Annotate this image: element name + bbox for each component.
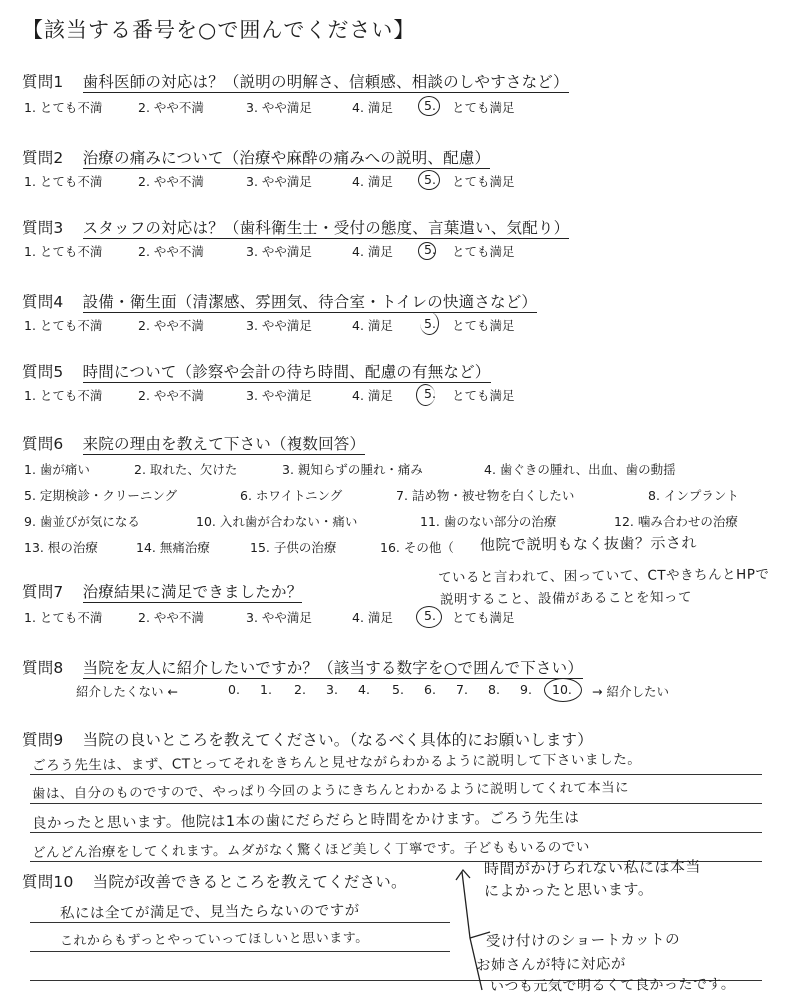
q8-number[interactable]: 3. [326,682,338,697]
q2-option-2[interactable]: 2. やや不満 [138,174,204,189]
q7-question: 治療結果に満足できましたか？ [82,583,303,601]
q2-label: 質問2 [22,149,64,167]
q6-option[interactable]: 8. インプラント [648,488,739,503]
q4-option-5-label: とても満足 [452,318,515,333]
q9-label: 質問9 [22,731,64,749]
q8-number[interactable]: 6. [424,682,436,697]
q7-heading [22,580,302,602]
q6-option[interactable]: 10. 入れ歯が合わない・痛い [196,514,358,529]
q5-option-5[interactable]: 5. [424,386,436,401]
q3-option-2[interactable]: 2. やや不満 [138,244,204,259]
q4-heading [22,290,537,312]
q6-option[interactable]: 2. 取れた、欠けた [134,462,238,477]
survey-title: 【該当する番号を○で囲んでください】 [22,18,416,42]
q4-option-5[interactable]: 5. [424,316,436,331]
q6-option[interactable]: 11. 歯のない部分の治療 [420,514,557,529]
q4-option-3[interactable]: 3. やや満足 [246,318,312,333]
q2-option-3[interactable]: 3. やや満足 [246,174,312,189]
q5-option-4[interactable]: 4. 満足 [352,388,393,403]
q7-option-5[interactable]: 5. [424,608,436,623]
q6-label: 質問6 [22,435,64,453]
q5-label: 質問5 [22,363,64,381]
q6-other-handwritten: ていると言われて、困っていて、CTやきちんとHPで [437,566,770,586]
q10-handwritten-answer: 私には全てが満足で、見当たらないのですが [59,902,360,922]
q8-left-label: 紹介したくない ← [76,684,178,699]
q8-number[interactable]: 4. [358,682,370,697]
q8-right-label: → 紹介したい [592,684,669,699]
q3-question: スタッフの対応は？（歯科衛生士・受付の態度、言葉遣い、気配り） [82,219,570,237]
q3-option-1[interactable]: 1. とても不満 [24,244,103,259]
q7-option-5-label: とても満足 [452,610,515,625]
q3-option-5[interactable]: 5. [424,242,436,257]
q6-other-handwritten: 説明すること、設備があることを知って [439,589,693,608]
q7-option-1[interactable]: 1. とても不満 [24,610,103,625]
q8-selected-circle [544,678,582,702]
q6-option[interactable]: 3. 親知らずの腫れ・痛み [282,462,423,477]
q5-option-5-label: とても満足 [452,388,515,403]
q3-label: 質問3 [22,219,64,237]
q2-question: 治療の痛みについて（治療や麻酔の痛みへの説明、配慮） [82,149,491,167]
q5-option-1[interactable]: 1. とても不満 [24,388,103,403]
q6-option[interactable]: 16. その他（ [380,540,454,555]
answer-line [30,951,450,952]
q5-selected-circle [416,384,435,406]
q4-option-2[interactable]: 2. やや不満 [138,318,204,333]
q7-selected-circle [416,606,442,628]
q9-handwritten-answer: 良かったと思います。他院は1本の歯にだらだらと時間をかけます。ごろう先生は [31,810,580,832]
q6-option[interactable]: 13. 根の治療 [24,540,98,555]
q7-option-4[interactable]: 4. 満足 [352,610,393,625]
q10-handwritten-note: いつも元気で明るくて良かったです。 [489,976,736,995]
q1-option-3[interactable]: 3. やや満足 [246,100,312,115]
q3-heading [22,216,569,238]
q6-other-handwritten: 他院で説明もなく抜歯？示され [479,533,698,554]
q9-handwritten-answer: どんどん治療をしてくれます。ムダがなく驚くほど美しく丁寧です。子どももいるのでい [31,839,590,861]
q6-option[interactable]: 14. 無痛治療 [136,540,210,555]
q6-question: 来院の理由を教えて下さい（複数回答） [82,435,366,453]
q2-option-5[interactable]: 5. [424,172,436,187]
q6-option[interactable]: 9. 歯並びが気になる [24,514,140,529]
q8-label: 質問8 [22,659,64,677]
q5-heading [22,360,491,382]
q9-handwritten-answer: 歯は、自分のものですので、やっぱり今回のようにきちんとわかるように説明してくれて本当に [31,780,630,802]
q9-handwritten-answer: ごろう先生は、まず、CTとってそれをきちんと見せながらわかるように説明して下さいました。 [31,751,642,774]
q3-option-4[interactable]: 4. 満足 [352,244,393,259]
q1-option-2[interactable]: 2. やや不満 [138,100,204,115]
q2-heading [22,146,490,168]
q7-option-3[interactable]: 3. やや満足 [246,610,312,625]
q1-question: 歯科医師の対応は？（説明の明解さ、信頼感、相談のしやすさなど） [82,73,569,91]
q4-question: 設備・衛生面（清潔感、雰囲気、待合室・トイレの快適さなど） [82,293,538,311]
q10-label: 質問10 [22,873,74,891]
q8-number[interactable]: 0. [228,682,240,697]
q1-option-5[interactable]: 5. [424,98,436,113]
q3-option-5-label: とても満足 [452,244,515,259]
answer-line [30,832,762,833]
q5-question: 時間について（診察や会計の待ち時間、配慮の有無など） [82,363,491,381]
q6-option[interactable]: 1. 歯が痛い [24,462,90,477]
q6-option[interactable]: 5. 定期検診・クリーニング [24,488,178,503]
q6-option[interactable]: 15. 子供の治療 [250,540,337,555]
q1-heading [22,70,569,92]
q2-option-1[interactable]: 1. とても不満 [24,174,103,189]
q6-heading [22,432,365,454]
q1-selected-circle [418,96,440,116]
q5-option-3[interactable]: 3. やや満足 [246,388,312,403]
q8-number[interactable]: 9. [520,682,532,697]
q1-option-1[interactable]: 1. とても不満 [24,100,103,115]
q2-option-5-label: とても満足 [452,174,515,189]
q9-continued-handwritten: によかったと思います。 [483,880,654,900]
answer-line [30,774,762,775]
q8-number[interactable]: 7. [456,682,468,697]
q8-number[interactable]: 2. [294,682,306,697]
answer-line [30,803,762,804]
q2-option-4[interactable]: 4. 満足 [352,174,393,189]
q6-option[interactable]: 7. 詰め物・被せ物を白くしたい [396,488,575,503]
q9-continued-handwritten: 時間がかけられない私には本当 [483,857,702,878]
q10-handwritten-note: お姉さんが特に対応が [475,956,627,974]
q4-option-4[interactable]: 4. 満足 [352,318,393,333]
q9-question: 当院の良いところを教えてください。（なるべく具体的にお願いします） [82,731,593,749]
q4-selected-circle [420,312,439,335]
q10-question: 当院が改善できるところを教えてください。 [92,873,407,891]
q8-number[interactable]: 1. [260,682,272,697]
q8-number[interactable]: 10. [552,682,572,697]
q7-option-2[interactable]: 2. やや不満 [138,610,204,625]
q5-option-2[interactable]: 2. やや不満 [138,388,204,403]
q3-selected-circle [418,242,436,260]
q3-option-3[interactable]: 3. やや満足 [246,244,312,259]
q8-heading [22,656,583,678]
q7-label: 質問7 [22,583,64,601]
q10-handwritten-answer: これからもずっとやっていってほしいと思います。 [59,930,369,949]
q1-label: 質問1 [22,73,64,91]
q4-label: 質問4 [22,293,64,311]
q6-option[interactable]: 6. ホワイトニング [240,488,343,503]
q9-heading [22,728,593,750]
q2-selected-circle [418,170,440,190]
q1-option-4[interactable]: 4. 満足 [352,100,393,115]
q8-question: 当院を友人に紹介したいですか？（該当する数字を○で囲んで下さい） [82,659,584,677]
q6-option[interactable]: 12. 噛み合わせの治療 [614,514,738,529]
q1-option-5-label: とても満足 [452,100,515,115]
q8-number[interactable]: 8. [488,682,500,697]
q6-option[interactable]: 4. 歯ぐきの腫れ、出血、歯の動揺 [484,462,676,477]
q8-number[interactable]: 5. [392,682,404,697]
q4-option-1[interactable]: 1. とても不満 [24,318,103,333]
q10-heading [22,870,407,892]
q10-handwritten-note: 受け付けのショートカットの [485,931,681,950]
